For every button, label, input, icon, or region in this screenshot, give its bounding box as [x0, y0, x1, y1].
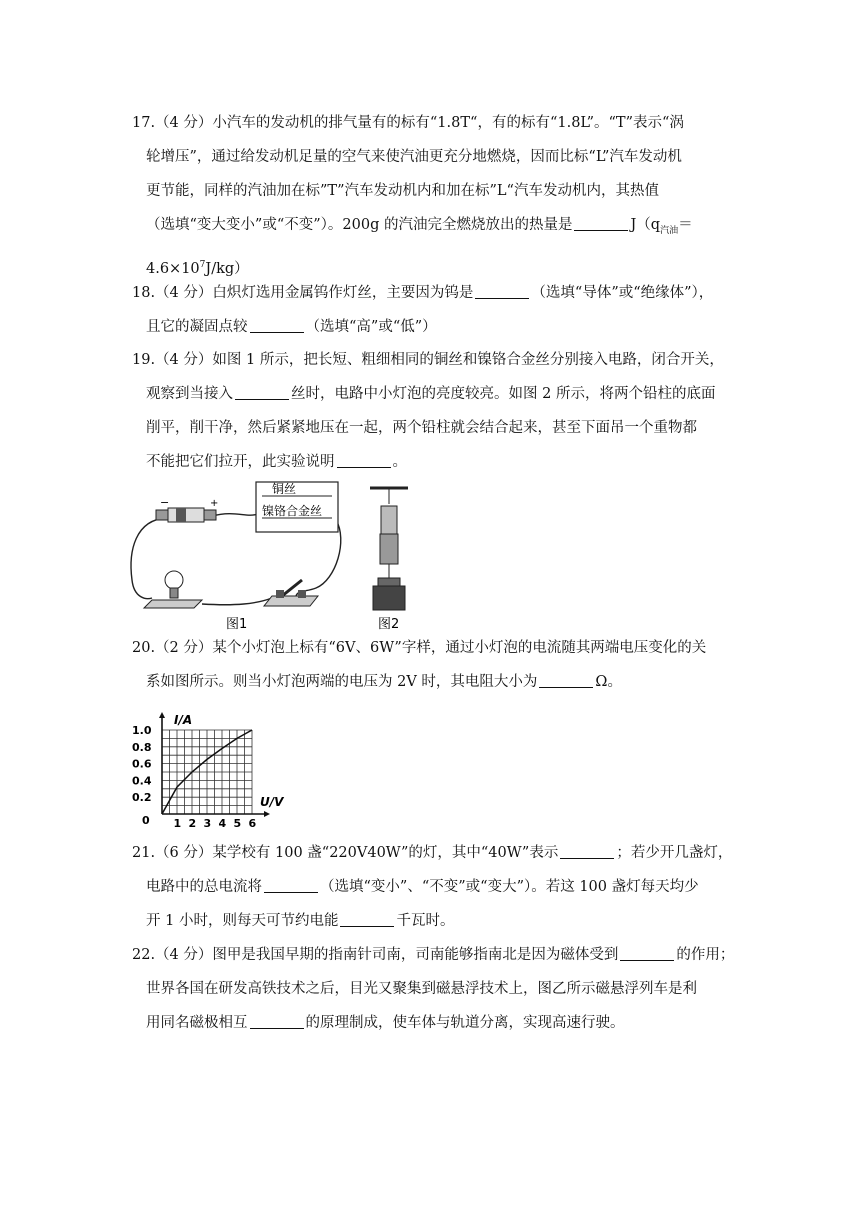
weight	[373, 586, 405, 610]
y-axis-arrow	[159, 712, 165, 718]
weight-top	[378, 578, 400, 586]
x-tick-label: 3	[203, 817, 212, 830]
y-axis-label: I/A	[174, 713, 193, 727]
q17-line-1: 17.（4 分）小汽车的发动机的排气量有的标有“1.8T“，有的标有“1.8L”。“T”表示“涡	[132, 115, 684, 131]
q19-line-1: 19.（4 分）如图 1 所示，把长短、粗细相同的铜丝和镍铬合金丝分别接入电路，闭合开关，	[132, 352, 724, 368]
q22-text: 的作用；	[676, 947, 735, 963]
x-tick-label: 6	[248, 817, 257, 830]
wire	[131, 518, 166, 599]
q21-line-3	[132, 904, 732, 938]
nichrome-wire-label: 镍铬合金丝	[262, 504, 323, 518]
answer-blank[interactable]	[264, 878, 318, 893]
answer-blank[interactable]	[235, 385, 289, 400]
q18-line-1	[132, 276, 732, 310]
q17-superscript: 7	[199, 259, 206, 270]
chart-grid	[162, 730, 252, 814]
q22-line-2: 世界各国在研发高铁技术之后，目光又聚集到磁悬浮技术上，图乙所示磁悬浮列车是利	[146, 981, 697, 997]
x-tick-label: 5	[233, 817, 242, 830]
question-20	[132, 631, 732, 699]
q22-line-3	[132, 1006, 732, 1040]
q22-text: 22.（4 分）图甲是我国早期的指南针司南，司南能够指南北是因为磁体受到	[132, 947, 619, 963]
y-tick-label: 0.8	[132, 740, 152, 754]
q18-text: （选填“导体”或“绝缘体”），	[531, 285, 714, 301]
q22-text: 用同名磁极相互	[146, 1015, 248, 1031]
q21-text: 千瓦时。	[396, 913, 455, 929]
q22-line-1	[132, 938, 735, 972]
x-axis-arrow	[264, 811, 270, 817]
q20-line-1: 20.（2 分）某个小灯泡上标有“6V、6W”字样，通过小灯泡的电流随其两端电压变化的关	[132, 640, 707, 656]
q18-text: 且它的凝固点较	[146, 319, 248, 335]
figure-1-circuit	[126, 480, 348, 632]
q19-line-4	[132, 445, 732, 479]
answer-blank[interactable]	[574, 216, 628, 231]
x-tick-label: 1	[173, 817, 182, 830]
answer-blank[interactable]	[475, 284, 529, 299]
y-tick-label: 0.6	[132, 757, 152, 771]
figure-1-caption: 图1	[226, 617, 248, 632]
origin-label: 0	[142, 814, 150, 827]
question-17	[132, 106, 732, 286]
q18-text: （选填“高”或“低”）	[305, 319, 437, 335]
q18-line-2	[132, 310, 732, 344]
q17-text: 4.6×10	[146, 260, 200, 277]
bulb-icon	[144, 571, 202, 608]
q19-line-2	[132, 377, 732, 411]
question-22	[132, 938, 735, 1040]
answer-blank[interactable]	[340, 912, 394, 927]
wire-board	[256, 481, 338, 532]
q20-line-2	[132, 665, 732, 699]
answer-blank[interactable]	[539, 673, 593, 688]
x-tick-label: 4	[218, 817, 227, 830]
x-tick-label: 2	[188, 817, 197, 830]
lead-cylinder-bottom	[380, 534, 398, 564]
y-tick-label: 1.0	[132, 724, 152, 737]
q22-text: 的原理制成，使车体与轨道分离，实现高速行驶。	[305, 1015, 625, 1031]
battery	[156, 496, 218, 522]
answer-blank[interactable]	[560, 844, 614, 859]
q20-text: Ω。	[595, 674, 622, 690]
q19-text: 不能把它们拉开，此实验说明	[146, 454, 335, 470]
q17-text: （选填“变大变小”或“不变”）。200g 的汽油完全燃烧放出的热量是	[146, 217, 573, 233]
q17-line-3: 更节能，同样的汽油加在标”T”汽车发动机内和加在标”L“汽车发动机内，其热值	[146, 183, 659, 199]
question-19	[132, 343, 732, 479]
answer-blank[interactable]	[337, 453, 391, 468]
q19-line-3: 削平，削干净，然后紧紧地压在一起，两个铅柱就会结合起来，甚至下面吊一个重物都	[146, 420, 697, 436]
wire	[212, 514, 258, 516]
wire	[202, 598, 272, 605]
q19-text: 。	[392, 454, 407, 470]
x-axis-label: U/V	[260, 795, 284, 809]
q19-text: 丝时，电路中小灯泡的亮度较亮。如图 2 所示，将两个铅柱的底面	[291, 386, 716, 402]
figure-2-lead-cylinders	[366, 484, 416, 634]
question-21	[132, 836, 732, 938]
q21-text: （选填“变小”、“不变”或“变大”）。若这 100 盏灯每天均少	[320, 879, 699, 895]
plus-terminal-label: +	[210, 498, 219, 509]
q17-text: J/kg）	[205, 260, 249, 277]
q21-line-2	[132, 870, 732, 904]
figure-2-caption: 图2	[378, 617, 400, 632]
answer-blank[interactable]	[620, 946, 674, 961]
iu-graph	[128, 704, 294, 834]
q21-text: 电路中的总电流将	[146, 879, 262, 895]
answer-blank[interactable]	[250, 1014, 304, 1029]
y-tick-label: 0.4	[132, 774, 152, 788]
q17-text: J（q	[630, 217, 661, 233]
q17-subscript: 汽油	[660, 225, 679, 236]
y-tick-label: 0.2	[132, 791, 152, 805]
q19-text: 观察到当接入	[146, 386, 233, 402]
q18-text: 18.（4 分）白炽灯选用金属钨作灯丝，主要因为钨是	[132, 285, 474, 301]
q17-text: ＝	[678, 217, 693, 233]
q20-text: 系如图所示。则当小灯泡两端的电压为 2V 时，其电阻大小为	[146, 674, 538, 690]
q21-line-1	[132, 836, 732, 870]
q17-line-4	[132, 208, 732, 248]
question-18	[132, 276, 732, 344]
switch-icon	[264, 580, 318, 606]
copper-wire-label: 铜丝	[272, 482, 297, 496]
q17-line-2: 轮增压”，通过给发动机足量的空气来使汽油更充分地燃烧，因而比标“L”汽车发动机	[146, 149, 682, 165]
q21-text: 开 1 小时，则每天可节约电能	[146, 913, 339, 929]
answer-blank[interactable]	[250, 318, 304, 333]
lead-cylinder-top	[381, 506, 397, 534]
q21-text: 21.（6 分）某学校有 100 盏“220V40W”的灯，其中“40W”表示	[132, 845, 559, 861]
minus-terminal-label: −	[160, 496, 170, 509]
q21-text: ；若少开几盏灯，	[616, 845, 733, 861]
